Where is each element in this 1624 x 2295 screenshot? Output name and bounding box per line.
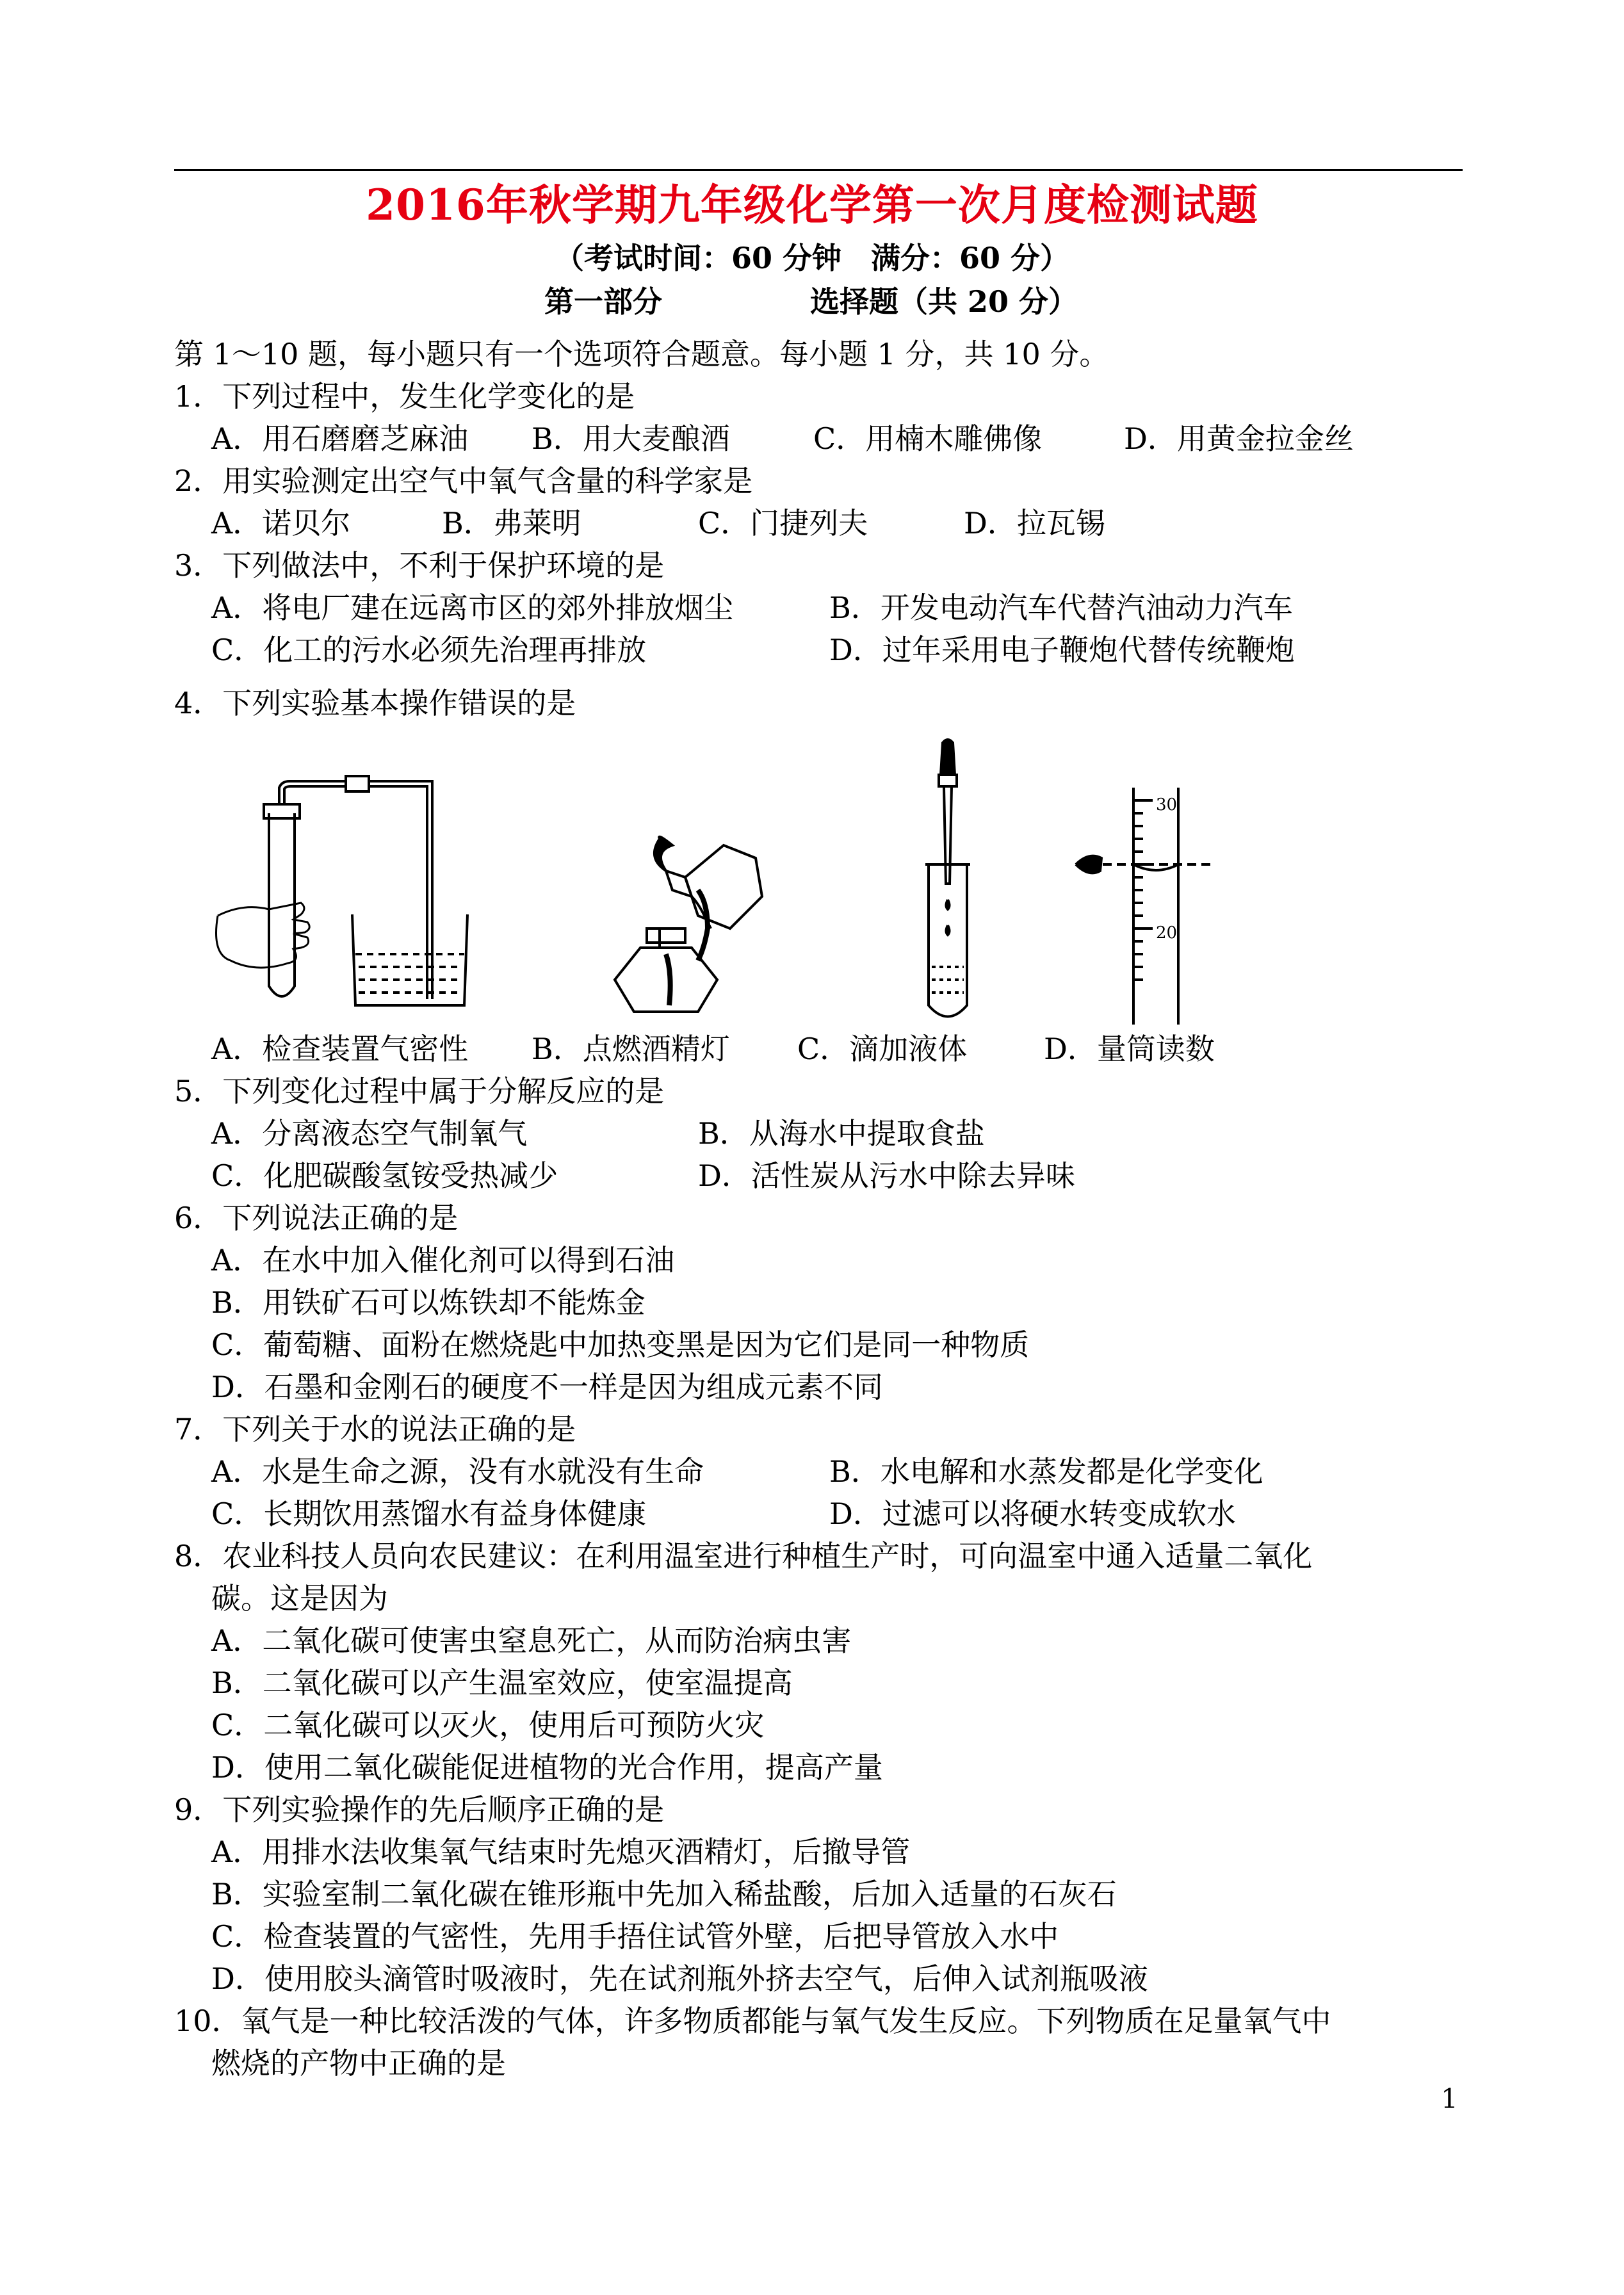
exam-subtitle: （考试时间：60 分钟 满分：60 分）: [554, 241, 1070, 275]
question-7-option-b: B．水电解和水蒸发都是化学变化: [829, 1454, 1263, 1489]
question-6-option-d: D．石墨和金刚石的硬度不一样是因为组成元素不同: [211, 1370, 883, 1404]
question-6-option-a: A．在水中加入催化剂可以得到石油: [211, 1243, 675, 1277]
question-5-option-a: A．分离液态空气制氧气: [211, 1116, 528, 1151]
cylinder-tick-label-30: 30: [1156, 795, 1178, 815]
question-3-option-b: B．开发电动汽车代替汽油动力汽车: [829, 590, 1293, 625]
question-9-option-b: B．实验室制二氧化碳在锥形瓶中先加入稀盐酸，后加入适量的石灰石: [211, 1877, 1117, 1911]
question-9-option-d: D．使用胶头滴管时吸液时，先在试剂瓶外挤去空气，后伸入试剂瓶吸液: [211, 1961, 1148, 1996]
question-2-option-d: D．拉瓦锡: [964, 506, 1105, 540]
question-1-option-d: D．用黄金拉金丝: [1124, 421, 1354, 456]
exam-title: 2016年秋学期九年级化学第一次月度检测试题: [366, 180, 1258, 230]
question-3-option-d: D．过年采用电子鞭炮代替传统鞭炮: [829, 633, 1295, 667]
question-4-stem: 4．下列实验基本操作错误的是: [174, 686, 576, 720]
question-7-option-a: A．水是生命之源，没有水就没有生命: [211, 1454, 704, 1489]
question-9-option-c: C．检查装置的气密性，先用手捂住试管外壁，后把导管放入水中: [211, 1919, 1059, 1954]
question-1-option-b: B．用大麦酿酒: [532, 421, 730, 456]
cylinder-tick-label-20: 20: [1156, 923, 1178, 943]
question-6-stem: 6．下列说法正确的是: [174, 1201, 459, 1235]
question-4-option-d: D．量筒读数: [1044, 1032, 1215, 1066]
question-8-stem: 8．农业科技人员向农民建议：在利用温室进行种植生产时，可向温室中通入适量二氧化: [174, 1539, 1313, 1573]
section-part: 第一部分: [544, 284, 662, 319]
question-8-option-b: B．二氧化碳可以产生温室效应，使室温提高: [211, 1666, 793, 1700]
top-rule: [174, 169, 1463, 171]
question-8-stem-continued: 碳。这是因为: [211, 1581, 388, 1616]
question-1-stem: 1．下列过程中，发生化学变化的是: [174, 379, 635, 414]
question-10-stem-continued: 燃烧的产物中正确的是: [211, 2046, 506, 2080]
question-3-option-a: A．将电厂建在远离市区的郊外排放烟尘: [211, 590, 734, 625]
question-8-option-c: C．二氧化碳可以灭火，使用后可预防火灾: [211, 1708, 765, 1742]
question-5-option-c: C．化肥碳酸氢铵受热减少: [211, 1158, 558, 1193]
question-6-option-c: C．葡萄糖、面粉在燃烧匙中加热变黑是因为它们是同一种物质: [211, 1327, 1030, 1362]
question-7-option-d: D．过滤可以将硬水转变成软水: [829, 1496, 1236, 1531]
question-4-option-b: B．点燃酒精灯: [532, 1032, 730, 1066]
question-2-option-c: C．门捷列夫: [698, 506, 868, 540]
figure-airtightness-check: [218, 768, 474, 1025]
figure-cylinder-reading: [1063, 781, 1217, 1025]
question-2-stem: 2．用实验测定出空气中氧气含量的科学家是: [174, 464, 753, 498]
section-name: 选择题（共 20 分）: [810, 284, 1078, 319]
question-8-option-d: D．使用二氧化碳能促进植物的光合作用，提高产量: [211, 1750, 883, 1785]
question-9-option-a: A．用排水法收集氧气结束时先熄灭酒精灯，后撤导管: [211, 1835, 911, 1869]
question-7-stem: 7．下列关于水的说法正确的是: [174, 1412, 576, 1447]
figure-lighting-alcohol-lamp: [589, 820, 775, 1025]
question-8-option-a: A．二氧化碳可使害虫窒息死亡，从而防治病虫害: [211, 1623, 852, 1658]
question-3-stem: 3．下列做法中，不利于保护环境的是: [174, 548, 665, 583]
question-1-option-c: C．用楠木雕佛像: [813, 421, 1043, 456]
question-10-stem: 10．氧气是一种比较活泼的气体，许多物质都能与氧气发生反应。下列物质在足量氧气中: [174, 2004, 1331, 2038]
question-2-option-a: A．诺贝尔: [211, 506, 351, 540]
question-6-option-b: B．用铁矿石可以炼铁却不能炼金: [211, 1285, 646, 1320]
question-2-option-b: B．弗莱明: [442, 506, 581, 540]
question-5-option-b: B．从海水中提取食盐: [698, 1116, 985, 1151]
question-3-option-c: C．化工的污水必须先治理再排放: [211, 633, 647, 667]
question-5-stem: 5．下列变化过程中属于分解反应的是: [174, 1074, 665, 1108]
question-7-option-c: C．长期饮用蒸馏水有益身体健康: [211, 1496, 647, 1531]
page-number: 1: [1441, 2083, 1458, 2114]
question-9-stem: 9．下列实验操作的先后顺序正确的是: [174, 1792, 665, 1827]
question-5-option-d: D．活性炭从污水中除去异味: [698, 1158, 1075, 1193]
question-4-option-a: A．检查装置气密性: [211, 1032, 469, 1066]
question-1-option-a: A．用石磨磨芝麻油: [211, 421, 469, 456]
question-4-option-c: C．滴加液体: [797, 1032, 968, 1066]
instructions: 第 1～10 题，每小题只有一个选项符合题意。每小题 1 分，共 10 分。: [174, 337, 1109, 371]
figure-dropping-liquid: [913, 736, 983, 1025]
